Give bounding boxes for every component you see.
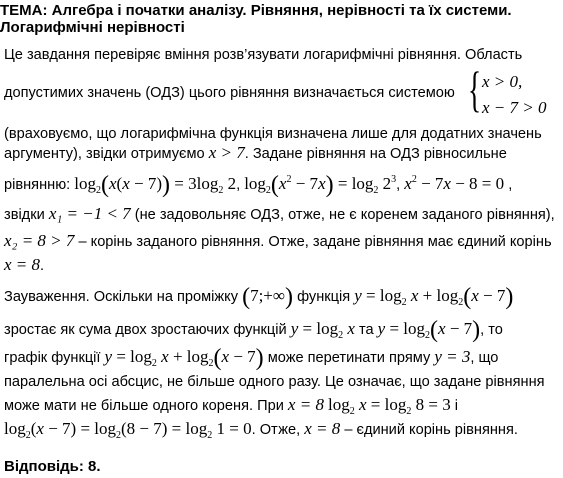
odz-system bbox=[468, 61, 558, 120]
text-line bbox=[4, 317, 503, 344]
text-fragment: . Отже, bbox=[251, 422, 301, 438]
interval: (7;+∞) bbox=[242, 284, 294, 310]
text-fragment: , то bbox=[480, 322, 503, 338]
system-row-2: x − 7 > 0 bbox=[482, 98, 547, 117]
text-line bbox=[4, 256, 44, 275]
text-fragment: рівнянню: bbox=[4, 177, 71, 193]
text-fragment: (не задовольняє ОДЗ, отже, не є коренем заданого рівняння), bbox=[134, 207, 555, 223]
brace-symbol: { bbox=[468, 61, 482, 117]
text-fragment: може мати не більше одного кореня. При bbox=[4, 398, 284, 414]
text-line: (враховуємо, що логарифмічна функція визначена лише для додатних значень bbox=[4, 126, 542, 142]
text-fragment: аргументу), звідки отримуємо bbox=[4, 146, 205, 162]
topic-heading: ТЕМА: Алгебра і початки аналізу. Рівняння, нерівності та їх системи. Логарифмічні нерівності bbox=[0, 2, 512, 36]
function-2: $y = \log_2(x - 7)$ bbox=[377, 317, 481, 343]
function-formula: $y = \log_2 x + \log_2(x - 7)$ bbox=[354, 284, 514, 310]
math-inline: y = 3 bbox=[434, 347, 471, 366]
text-line: допустимих значень (ОДЗ) цього рівняння визначається системою bbox=[4, 85, 455, 101]
text-line bbox=[4, 420, 518, 444]
math-inline: x = 8 bbox=[287, 395, 324, 414]
text-fragment: графік функції bbox=[4, 350, 101, 366]
text-line: Це завдання перевіряє вміння розв’язувати логарифмічні рівняння. Область bbox=[4, 47, 523, 63]
function-formula: $y = \log_2 x + \log_2(x - 7)$ bbox=[104, 345, 264, 371]
text-line bbox=[4, 284, 514, 311]
text-line bbox=[4, 345, 499, 372]
function-1: $y = \log_2 x$ bbox=[290, 319, 355, 341]
text-fragment: зростає як сума двох зростаючих функцій bbox=[4, 322, 287, 338]
text-fragment: функція bbox=[297, 289, 351, 305]
text-fragment: може перетинати пряму bbox=[267, 350, 431, 366]
equation-3: $x^2 - 7x - 8 = 0$ bbox=[404, 174, 505, 193]
math-inline: x = 8 bbox=[304, 419, 341, 438]
text-fragment: . Задане рівняння на ОДЗ рівносильне bbox=[244, 146, 507, 162]
math-inline: x > 7 bbox=[208, 143, 245, 162]
math-inline: x₁ = −1 < 7 bbox=[48, 204, 131, 223]
system-row-1: x > 0, bbox=[482, 72, 523, 91]
text-line: паралельна осі абсцис, не більше одного разу. Це означає, що задане рівняння bbox=[4, 374, 545, 390]
equation-1: $\log_2(x(x - 7)) = 3\log_2$ 2 bbox=[74, 172, 237, 198]
text-fragment: , що bbox=[470, 350, 499, 366]
text-fragment: – єдиний корінь рівняння. bbox=[344, 422, 518, 438]
text-fragment: та bbox=[358, 322, 374, 338]
text-fragment: звідки bbox=[4, 207, 45, 223]
text-line bbox=[4, 205, 555, 224]
math-inline: x₂ = 8 > 7 bbox=[4, 231, 75, 250]
text-fragment: і bbox=[454, 398, 459, 414]
text-line bbox=[4, 396, 458, 420]
equation-2: $\log_2(x^2 - 7x) = \log_2 2^3$ bbox=[244, 172, 397, 198]
log-check-2: $\log_2(x - 7) = \log_2(8 - 7) = \log_2 1 = 0$ bbox=[4, 419, 252, 441]
text-fragment: Зауваження. Оскільки на проміжку bbox=[4, 289, 239, 305]
equation-line: рівнянню: $\log_2(x(x - 7)) = 3\log_2$ 2, $\log_2(x^2 - 7x) = \log_2 2^3$, $x^2 - 7x - 8 = 0$ , bbox=[4, 172, 513, 198]
answer-line: Відповідь: 8. bbox=[4, 458, 101, 475]
text-line bbox=[4, 144, 507, 163]
text-line bbox=[4, 232, 552, 251]
log-check: $\log_2 x = \log_2 8 = 3$ bbox=[328, 395, 451, 417]
text-fragment: . bbox=[40, 258, 45, 274]
math-inline: x = 8 bbox=[4, 255, 41, 274]
text-fragment: – корінь заданого рівняння. Отже, задане рівняння має єдиний корінь bbox=[78, 234, 552, 250]
